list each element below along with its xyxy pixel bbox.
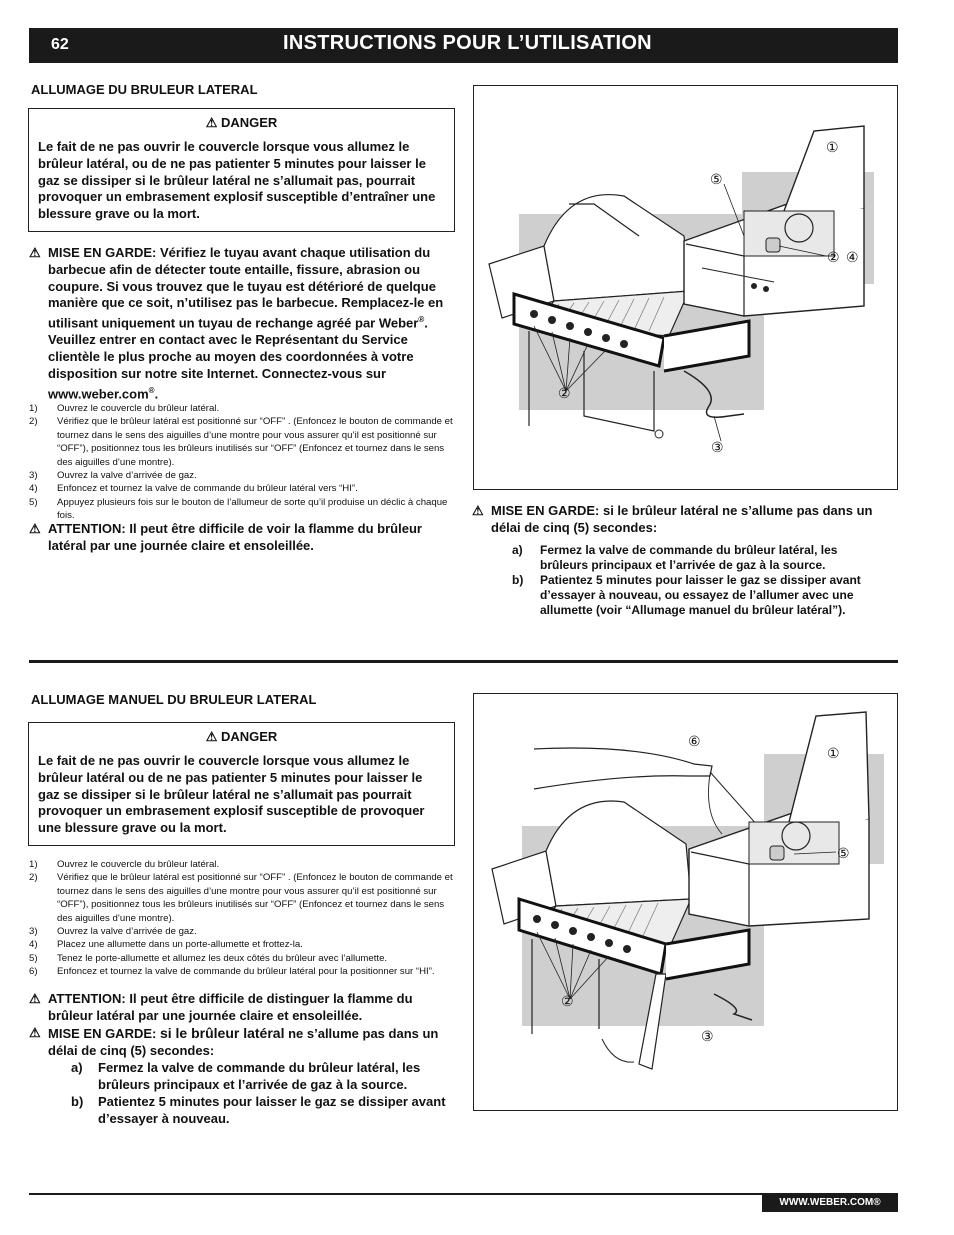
list-item: b) Patientez 5 minutes pour laisser le gaz se dissiper avant d’essayer à nouveau. [71,1094,446,1126]
callout-6: ⑥ [688,733,701,749]
warning-text: . Veuillez entrer en contact avec le Représentant du Service clientèle le plus proche au moyen des coordonnées à votre disposition sur notre site Internet. Connectez-vous sur www.weber.com [48,315,428,402]
list-item: 2) Vérifiez que le brûleur latéral est positionné sur “OFF” . (Enfoncez le bouton de commande et tournez dans le sens des aiguilles d’une montre pour vous assurer qu’il est positionné sur “OFF”), positionnez tous les brûleurs inutilisés sur “OFF” (Enfoncez et tournez dans le sens des aiguilles d’une montre). [29,872,453,924]
callout-2: ② [558,385,571,401]
grill-illustration [474,694,896,1109]
warning-text: si le brûleur latéral ne s’allume pas dans un délai de cinq (5) secondes: [491,503,873,535]
list-item: 3) Ouvrez la valve d’arrivée de gaz. [29,470,197,482]
list-item: b) Patientez 5 minutes pour laisser le gaz se dissiper avant d’essayer à nouveau, ou essayez de l’allumer avec une allumette (voir “Allumage manuel du brûleur latéral”). [512,573,861,617]
callout-5: ⑤ [710,171,723,187]
warning-text: ne s’allume pas dans un délai de cinq (5) secondes: [48,1026,439,1058]
warning-icon: ⚠ [29,521,41,536]
registered-mark: ® [148,385,155,395]
danger-box [28,108,455,232]
attention-label: ATTENTION: [48,521,126,536]
list-item: 1) Ouvrez le couvercle du brûleur latéral. [29,403,220,414]
warning-label: MISE EN GARDE: [48,1026,157,1041]
callout-1: ① [826,139,839,155]
right-sub-list [512,543,886,618]
attention-text: Il peut être difficile de distinguer la flamme du brûleur latéral par une journée claire et ensoleillée. [48,991,413,1023]
warning-icon: ⚠ [472,503,484,518]
list-item: a) Fermez la valve de commande du brûleur latéral, les brûleurs principaux et l’arrivée de gaz à la source. [512,543,838,572]
right-warning [472,503,898,537]
registered-mark: ® [418,315,425,325]
list-item: 3) Ouvrez la valve d’arrivée de gaz. [29,926,197,938]
list-item: 5) Tenez le porte-allumette et allumez les deux côtés du brûleur avec l’allumette. [29,952,388,964]
warning-text: Vérifiez le tuyau avant chaque utilisation du barbecue afin de détecter toute entaille, fissure, abrasion ou coupure. Si vous trouvez que le tuyau est détérioré de quelque manière que ce soit, n’utilisez pas le barbecue. Remplacez-le en utilisant uniquement un tuyau de rechange agréé par Weber [48,245,444,331]
grill-illustration [474,86,896,488]
list-item: a) Fermez la valve de commande du brûleur latéral, les brûleurs principaux et l’arrivée de gaz à la source. [71,1060,421,1092]
section-divider [29,660,898,663]
page-header [29,28,898,63]
warning-icon: ⚠ [29,1025,41,1040]
danger-box [28,722,455,846]
callout-3: ③ [701,1028,714,1044]
list-item: 5) Appuyez plusieurs fois sur le bouton de l’allumeur de sorte qu’il produise un déclic à chaque fois. [29,496,448,522]
warning-text: si le brûleur latéral [159,1025,285,1041]
footer-url[interactable]: WWW.WEBER.COM® [762,1194,898,1212]
attention-note [29,991,454,1025]
manual-warning [29,1025,454,1060]
attention-label: ATTENTION: [48,991,126,1006]
danger-text: Le fait de ne pas ouvrir le couvercle lorsque vous allumez le brûleur latéral ou de ne pas patienter 5 minutes pour laisser le gaz se dissiper si le brûleur latéral ne s’allumait pas pourrait provoquer un embrasement explosif susceptible de provoquer une blessure grave ou la mort. [38,753,425,836]
attention-note [29,521,454,555]
side-burner-figure [473,85,898,490]
page-title: INSTRUCTIONS POUR L’UTILISATION [283,32,652,54]
list-item: 4) Enfoncez et tournez la valve de commande du brûleur latéral vers “HI”. [29,483,358,495]
section-title-lighting: ALLUMAGE DU BRULEUR LATERAL [31,82,258,97]
callout-2: ② [827,249,840,265]
list-item: 2) Vérifiez que le brûleur latéral est positionné sur “OFF” . (Enfoncez le bouton de commande et tournez dans le sens des aiguilles d’une montre pour vous assurer qu’il est positionné sur “OFF”), positionnez tous les brûleurs inutilisés sur “OFF” (Enfoncez et tournez dans le sens des aiguilles d’une montre). [29,416,453,468]
warning-icon: ⚠ [29,245,41,260]
section-title-manual-lighting: ALLUMAGE MANUEL DU BRULEUR LATERAL [31,692,317,707]
callout-5: ⑤ [837,845,850,861]
manual-lighting-figure [473,693,898,1111]
list-item: 1) Ouvrez le couvercle du brûleur latéral. [29,859,220,870]
callout-3: ③ [711,439,724,455]
warning-label: MISE EN GARDE: [48,245,157,260]
danger-heading: ⚠ DANGER [205,729,278,744]
callout-4: ④ [846,249,859,265]
steps-list [29,858,454,979]
warning-label: MISE EN GARDE: [491,503,600,518]
warning-text: . [154,386,159,402]
danger-text: Le fait de ne pas ouvrir le couvercle lorsque vous allumez le brûleur latéral, ou de ne pas patienter 5 minutes pour laisser le gaz se dissiper si le brûleur latéral ne s’allumait pas, pourrait provoquer un embrasement explosif susceptible d’entraîner une blessure grave ou la mort. [38,139,436,222]
attention-text: Il peut être difficile de voir la flamme du brûleur latéral par une journée claire et ensoleillée. [48,521,422,553]
callout-2: ② [561,993,574,1009]
hose-warning [29,245,454,403]
list-item: 6) Enfoncez et tournez la valve de commande du brûleur latéral pour la positionner sur “HI”. [29,966,435,978]
page-number: 62 [51,36,69,53]
manual-sub-list [71,1059,455,1127]
warning-icon: ⚠ [29,991,41,1006]
danger-heading: ⚠ DANGER [205,115,278,130]
callout-1: ① [827,745,840,761]
steps-list [29,402,454,523]
list-item: 4) Placez une allumette dans un porte-allumette et frottez-la. [29,939,303,951]
